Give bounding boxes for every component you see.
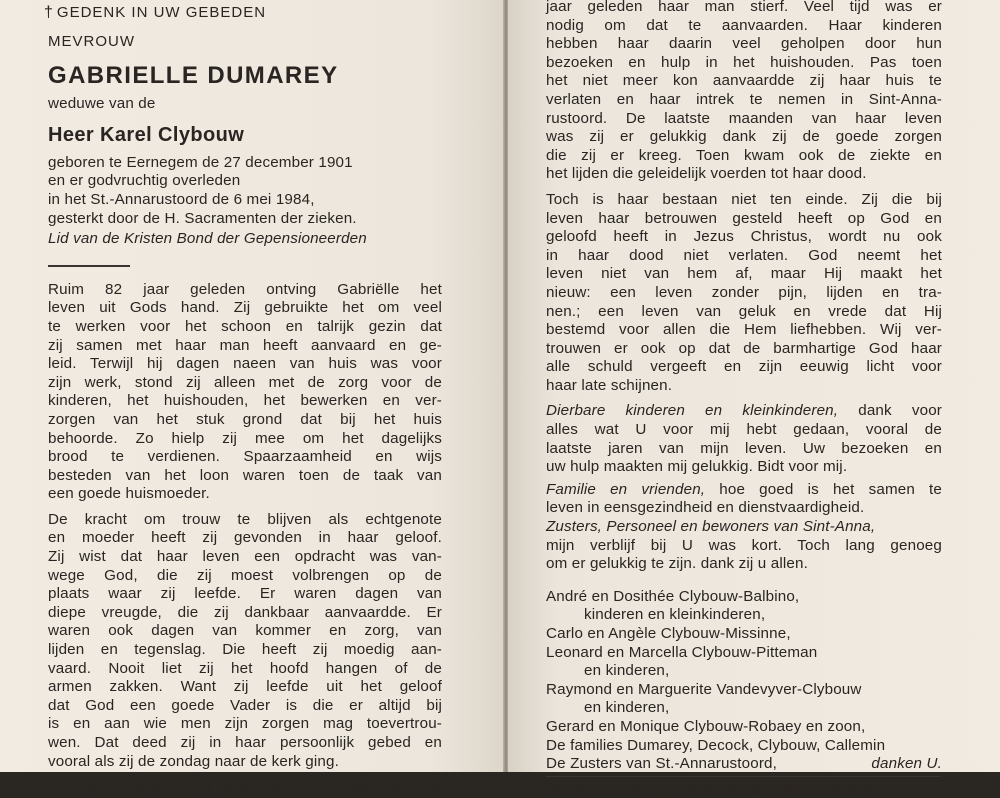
footer-left: Rouwl. Loncke [546, 780, 644, 797]
facts-block [48, 154, 504, 228]
text-line: nieuw: een leven zonder pijn, lijden en tra- [546, 283, 942, 301]
text-line: laatste jaren van mijn leven. Uw bezoeken en [546, 439, 942, 457]
text-line: om er gelukkig te zijn. dank zij u allen. [546, 555, 808, 573]
text-line: en moeder heeft zij gevonden in haar geloof. [48, 529, 442, 547]
text-line: nodig om dat te aanvaarden. Haar kinderen [546, 16, 942, 34]
signatory-line: Gerard en Monique Clybouw-Robaey en zoon, [546, 717, 866, 735]
fact-line: en er godvruchtig overleden [48, 172, 241, 190]
signatories [546, 588, 946, 774]
text-line: jaar geleden haar man stierf. Veel tijd was er [546, 0, 942, 15]
text-line: is en aan wie men zijn zorgen mag toevertrou- [48, 715, 442, 733]
salutation: MEVROUW [48, 32, 135, 50]
right-paragraph-1 [546, 0, 942, 184]
text-line: bezoeken en hulp in het huishouden. Pas toen [546, 53, 942, 71]
closing-text: De Zusters van St.-Annarustoord, [546, 755, 778, 773]
text-line: Een grote beproeving was het voor haar toen 18 [48, 778, 442, 796]
deceased-name: GABRIELLE DUMAREY [48, 62, 339, 90]
children-label: Dierbare kinderen en kleinkinderen, [546, 402, 839, 420]
right-paragraph-2 [546, 191, 942, 396]
fact-line: in het St.-Annarustoord de 6 mei 1984, [48, 190, 315, 208]
footer-right: druk raf vlamynck eernegem [684, 780, 873, 797]
header-text: GEDENK IN UW GEBEDEN [56, 4, 267, 21]
cross-icon: † [44, 4, 54, 21]
text-line: leven niet van hem af, maar Hij maakt het [546, 265, 942, 283]
text-line: zijn werk, stond zij alleen met de zorg voor de [48, 373, 442, 391]
text-line: geloofd heeft in Jezus Christus, wordt nu ook [546, 228, 942, 246]
signatory-line: kinderen en kleinkinderen, [584, 606, 766, 624]
text-line: vooral als zij de zondag naar de kerk ging. [48, 752, 339, 770]
text-line: verlaten en haar intrek te nemen in Sint-Anna- [546, 90, 942, 108]
text-line: leven in eensgezindheid en dienstvaardigheid. [546, 499, 865, 517]
text-line: plaats waar zij leefde. Er waren dagen van [48, 585, 442, 603]
fact-line: gesterkt door de H. Sacramenten der zieken. [48, 209, 357, 227]
sisters-thanks [546, 518, 942, 574]
header-line [44, 4, 504, 23]
text-line: leven uit Gods hand. Zij gebruikte het om veel [48, 299, 442, 317]
text-line: nen.; een leven van geluk en vrede dat Hij [546, 302, 942, 320]
text-line: die zij er kreeg. Toen kwam ook de ziekte en [546, 146, 942, 164]
signatory-line: en kinderen, [584, 699, 670, 717]
text-line: behoorde. Zo hielp zij mee om het dagelijks [48, 429, 442, 447]
text-line [546, 481, 942, 500]
children-text: dank voor [838, 402, 942, 420]
signatory-line: Raymond en Marguerite Vandevyver-Clybouw [546, 680, 862, 698]
signatory-line: André en Dosithée Clybouw-Balbino, [546, 587, 800, 605]
footer-sep: - [665, 780, 671, 797]
text-line: trouwen er ook op dat de barmhartige God haar [546, 339, 942, 357]
closing-thanks: danken U. [871, 755, 942, 773]
signatory-line: en kinderen, [584, 662, 670, 680]
footer-divider [546, 776, 941, 777]
text-line: alles wat U voor mij hebt gedaan, vooral de [546, 421, 942, 439]
text-line [546, 402, 942, 421]
fact-line: geboren te Eernegem de 27 december 1901 [48, 153, 353, 171]
left-paragraph-2 [48, 511, 442, 771]
children-thanks [546, 402, 942, 476]
text-line: uw hulp maakten mij gelukkig. Bidt voor mij. [546, 458, 848, 476]
text-line: Zij wist dat haar leven een opdracht was van- [48, 548, 442, 566]
text-line: leid. Terwijl hij dagen naeen van huis was voor [48, 355, 442, 373]
left-paragraph-3 [48, 778, 442, 797]
text-line: brood te verdienen. Spaarzaamheid en wijs [48, 448, 442, 466]
text-line: te werken voor het schoon en talrijk gezin dat [48, 317, 442, 335]
text-line: alle schuld vergeeft en zijn eeuwig licht voor [546, 358, 942, 376]
text-line: vaard. Nooit liet zij het hoofd hangen of de [48, 659, 442, 677]
text-line: een goede huismoeder. [48, 485, 210, 503]
text-line: wege God, die zij moest volbrengen op de [48, 566, 442, 584]
right-page [508, 0, 1000, 797]
text-line: haar late schijnen. [546, 376, 673, 394]
text-line: armen zakken. Want zij leefde uit het geloof [48, 678, 442, 696]
text-line: hebben haar daarin veel geholpen door hun [546, 35, 942, 53]
text-line: diepe vreugde, die zij dankbaar aanvaardde. Er [48, 603, 442, 621]
membership-line: Lid van de Kristen Bond der Gepensioneerden [48, 230, 367, 248]
printer-footer [546, 780, 942, 798]
left-paragraph-1 [48, 281, 442, 504]
widow-of-text: weduwe van de [48, 95, 156, 113]
text-line: lijden en tegenslag. Die heeft zij moedig aan- [48, 641, 442, 659]
family-label: Familie en vrienden, [546, 480, 706, 498]
text-line: rustoord. De laatste maanden van haar leven [546, 109, 942, 127]
signatory-line: De families Dumarey, Decock, Clybouw, Callemin [546, 736, 886, 754]
text-line: kinderen, het huishouden, het bewerken en ver- [48, 392, 442, 410]
divider [48, 265, 130, 267]
text-line: was zij er gelukkig dank zij de goede zorgen [546, 128, 942, 146]
text-line: zorgen van het stuk grond dat bij het huis [48, 410, 442, 428]
text-line: in haar dood niet verlaten. God neemt het [546, 246, 942, 264]
text-line: bestemd voor allen die Hem liefhebben. Wij ver- [546, 321, 942, 339]
text-line: dat God een goede Vader is die er altijd bij [48, 696, 442, 714]
text-line: waren ook dagen van kommer en zorg, van [48, 622, 442, 640]
text-line: wen. Dat deed zij in haar persoonlijk gebed en [48, 734, 442, 751]
text-line: mijn verblijf bij U was kort. Toch lang genoeg [546, 536, 942, 554]
text-line: leven haar betrouwen gesteld heeft op God en [546, 209, 942, 227]
text-line: Toch is haar bestaan niet ten einde. Zij die bij [546, 190, 942, 208]
text-line: het lijden die geleidelijk voerden tot haar dood. [546, 165, 867, 183]
husband-name: Heer Karel Clybouw [48, 123, 245, 146]
text-line: De kracht om trouw te blijven als echtgenote [48, 510, 442, 528]
family-thanks [546, 481, 942, 518]
signatory-line: Leonard en Marcella Clybouw-Pitteman [546, 643, 818, 661]
text-line: het niet meer kon aanvaardde zij haar huis te [546, 72, 942, 90]
text-line: zij samen met haar man heeft aanvaard en ge- [48, 336, 442, 354]
closing-line [546, 755, 942, 774]
text-line: Ruim 82 jaar geleden ontving Gabriëlle het [48, 280, 442, 298]
sisters-label: Zusters, Personeel en bewoners van Sint-Anna, [546, 518, 876, 536]
text-line: besteden van het loon waren toen de taak van [48, 466, 442, 484]
family-text: hoe goed is het samen te [705, 480, 942, 498]
signatory-line: Carlo en Angèle Clybouw-Missinne, [546, 625, 791, 642]
